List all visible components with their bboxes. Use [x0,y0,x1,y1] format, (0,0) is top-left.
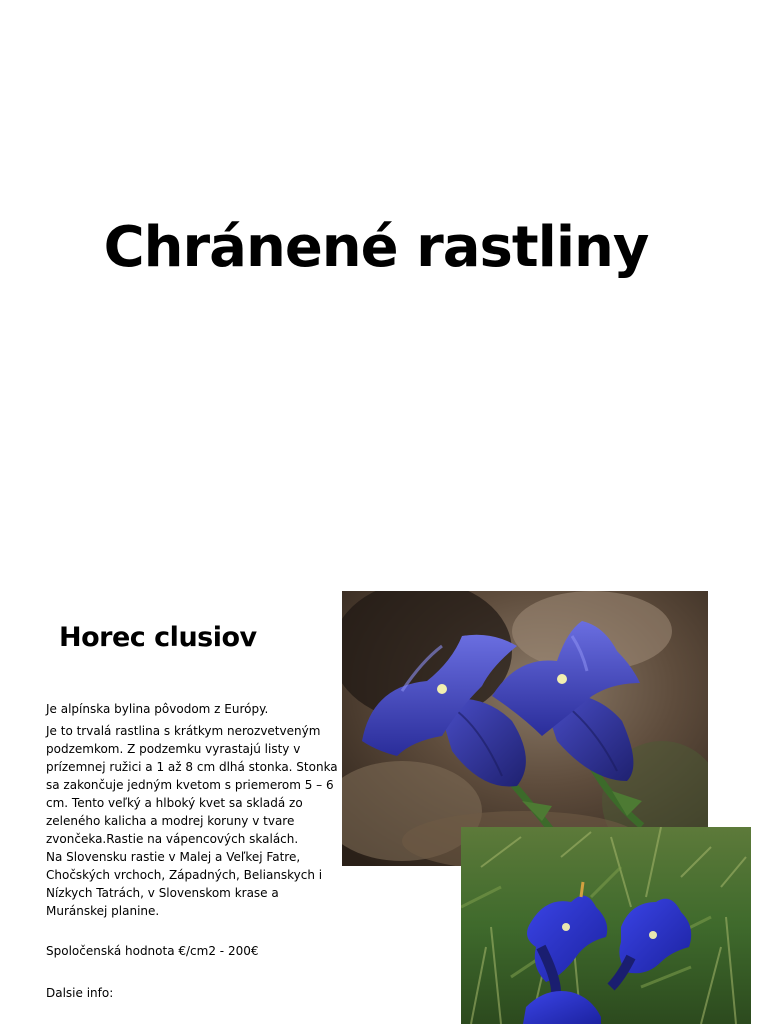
plant-heading: Horec clusiov [59,622,257,653]
gentian-photo-rocks [342,591,708,866]
gentian-rocks-illustration [342,591,708,866]
more-info-text: Dalsie info: [46,986,114,1000]
description-paragraph-morphology: Je to trvalá rastlina s krátkym nerozvetveným podzemkom. Z podzemku vyrastajú listy v prízemnej ružici a 1 až 8 cm dlhá stonka. Stonka sa zakončuje jedným kvetom s priemerom 5 – 6 cm. Tento veľký a hlboký kvet sa skladá zo zeleného kalicha a modrej koruny v tvare zvončeka.Rastie na vápencových skalách. [46,724,338,846]
gentian-photo-grass [461,827,751,1024]
description-paragraph-distribution: Na Slovensku rastie v Malej a Veľkej Fatre, Chočských vrchoch, Západných, Belianskych i Nízkych Tatrách, v Slovenskom krase a Muránskej planine. [46,850,323,918]
plant-description [46,700,340,1002]
slide-title: Chránené rastliny [103,215,649,280]
description-paragraph-origin: Je alpínska bylina pôvodom z Európy. [46,702,269,716]
social-value-text: Spoločenská hodnota €/cm2 - 200€ [46,944,259,958]
gentian-grass-illustration [461,827,751,1024]
